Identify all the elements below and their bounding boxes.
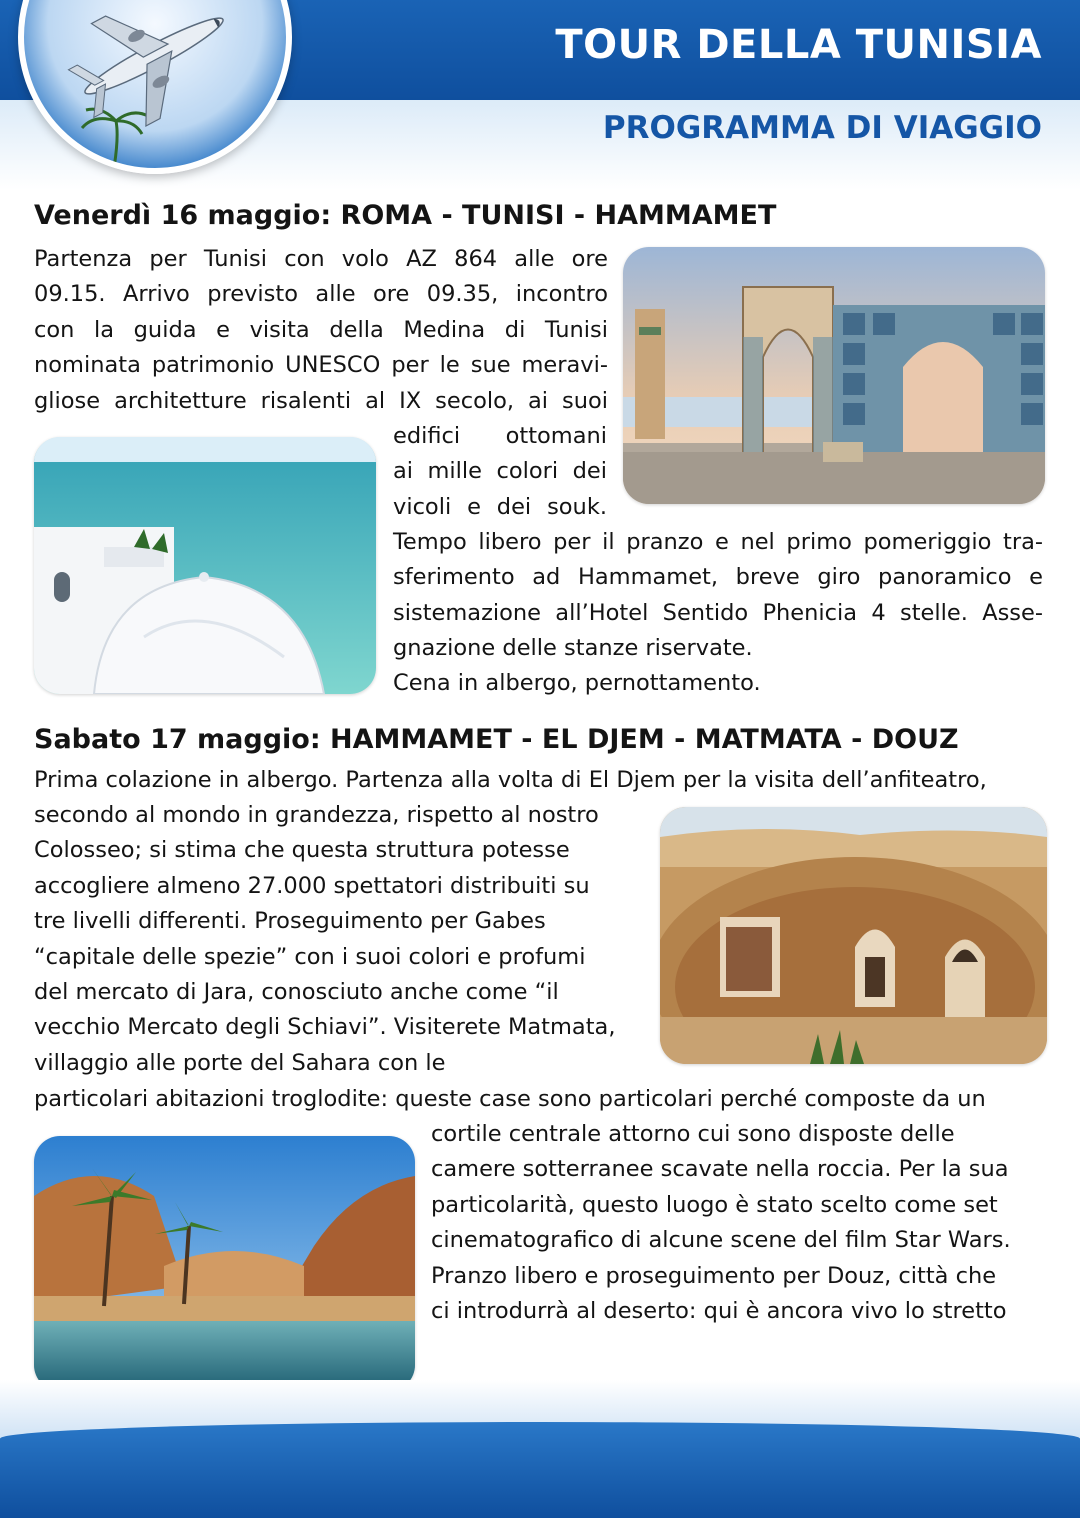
text-line: Cena in albergo, pernottamento. [393,670,761,697]
matmata-photo [660,807,1047,1064]
day1-paragraph-top [34,242,608,419]
text-line: gliose architetture risalenti al IX secolo, ai suoi [34,387,608,414]
day1-paragraph-mid [393,419,607,525]
text-line: gnazione delle stanze riservate. [393,635,753,661]
day1-paragraph-end [393,631,1043,702]
day2-line-1: Prima colazione in albergo. Partenza alla volta di El Djem per la visita dell’anfiteatro, [34,767,987,793]
text-line: ai mille colori dei [393,458,607,485]
day1-heading: Venerdì 16 maggio: ROMA - TUNISI - HAMMAMET [34,200,777,231]
text-line: cinematografico di alcune scene del film Star Wars. [431,1227,1011,1254]
text-line: vecchio Mercato degli Schiavi”. Visiterete Matmata, [34,1014,616,1041]
text-line: Tempo libero per il pranzo e nel primo pomeriggio tra- [393,529,1043,555]
day2-heading: Sabato 17 maggio: HAMMAMET - EL DJEM - MATMATA - DOUZ [34,724,959,755]
day2-line-2: particolari abitazioni troglodite: queste case sono particolari perché composte da un [34,1086,986,1112]
text-line: 09.15. Arrivo previsto alle ore 09.35, incontro [34,281,608,308]
airplane-shape [54,0,250,146]
text-line: Colosseo; si stima che questa struttura potesse [34,837,570,864]
text-line: del mercato di Jara, conosciuto anche come “il [34,979,559,1006]
text-line: edifici ottomani [393,423,607,449]
text-line: ci introdurrà al deserto: qui è ancora vivo lo stretto [431,1298,1007,1325]
text-line: con la guida e visita della Medina di Tunisi [34,316,608,343]
page-subtitle: PROGRAMMA DI VIAGGIO [602,110,1042,146]
airplane-icon [24,0,286,168]
text-line: cortile centrale attorno cui sono disposte delle [431,1121,955,1147]
oasis-photo [34,1136,415,1391]
text-line: villaggio alle porte del Sahara con le [34,1049,446,1076]
text-line: tre livelli differenti. Proseguimento per Gabes [34,908,546,935]
text-line: sferimento ad Hammamet, breve giro panoramico e [393,564,1043,591]
day2-paragraph-right [431,1117,1051,1329]
text-line: sistemazione all’Hotel Sentido Phenicia 4 stelle. Asse- [393,599,1043,626]
day2-paragraph-left [34,798,644,1081]
text-line: Partenza per Tunisi con volo AZ 864 alle ore [34,246,608,272]
logo-badge [18,0,292,174]
palm-icon [82,109,148,168]
text-line: Pranzo libero e proseguimento per Douz, città che [431,1262,997,1289]
text-line: particolarità, questo luogo è stato scelto come set [431,1191,998,1218]
text-line: “capitale delle spezie” con i suoi colori e profumi [34,943,586,970]
day1-paragraph-bottom [393,525,1043,631]
text-line: vicoli e dei souk. [393,493,607,520]
page-title: TOUR DELLA TUNISIA [555,22,1042,68]
sea-photo [34,437,376,694]
text-line: secondo al mondo in grandezza, rispetto al nostro [34,802,599,828]
text-line: accogliere almeno 27.000 spettatori distribuiti su [34,872,590,899]
text-line: camere sotterranee scavate nella roccia. Per la sua [431,1156,1009,1183]
text-line: nominata patrimonio UNESCO per le sue meravi- [34,352,608,379]
medina-photo [623,247,1045,504]
footer-band [0,1422,1080,1518]
